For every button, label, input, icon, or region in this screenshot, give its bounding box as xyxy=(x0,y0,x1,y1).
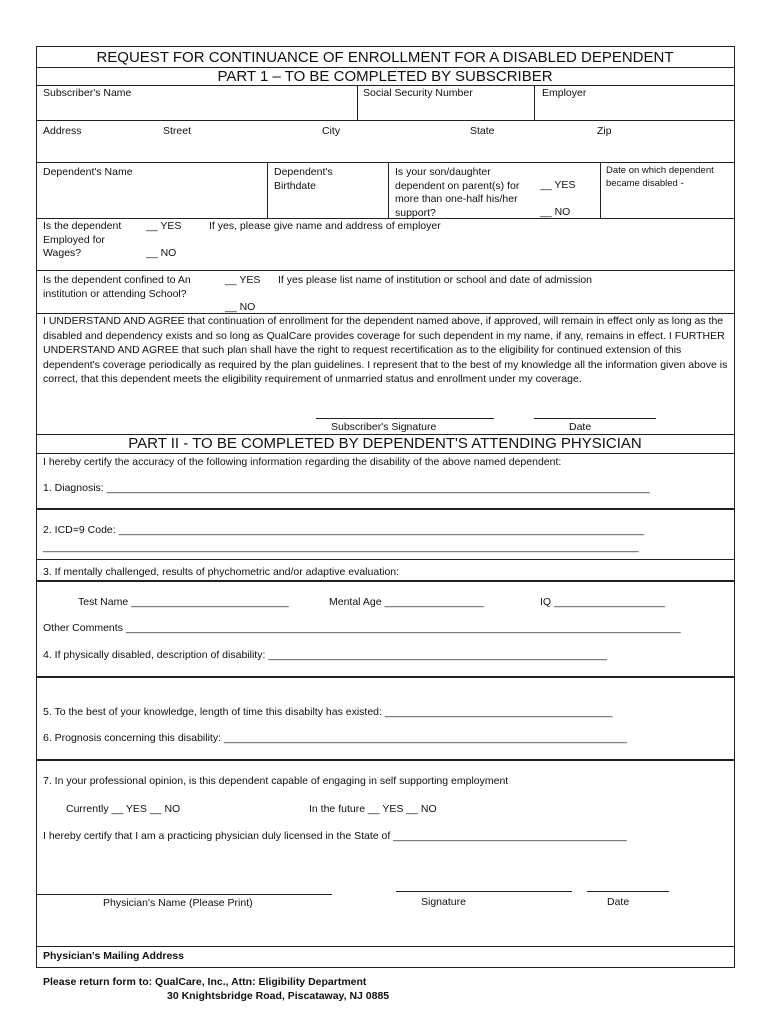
part1-heading: PART 1 – TO BE COMPLETED BY SUBSCRIBER xyxy=(217,68,553,85)
divider xyxy=(36,453,734,454)
diagnosis-field[interactable]: 1. Diagnosis: _____________________________________________________________________________________________ xyxy=(43,482,650,494)
prognosis-field[interactable]: 6. Prognosis concerning this disability: _____________________________________________________________________ xyxy=(43,732,627,744)
subscriber-date-label: Date xyxy=(569,421,592,433)
physician-signature-line xyxy=(396,891,572,892)
dependent-name-label: Dependent's Name xyxy=(43,166,133,178)
divider xyxy=(36,508,734,510)
divider xyxy=(36,85,734,86)
employment-capability-question: 7. In your professional opinion, is this dependent capable of engaging in self supporting employment xyxy=(43,775,509,787)
divider xyxy=(388,162,389,218)
license-state-field[interactable]: I hereby certify that I am a practicing physician duly licensed in the State of ________________________________________ xyxy=(43,830,627,842)
certify-text: I hereby certify the accuracy of the following information regarding the disability of the above named dependent: xyxy=(43,456,562,468)
mailing-address-label: Physician's Mailing Address xyxy=(43,950,184,962)
employed-no[interactable]: __ NO xyxy=(146,247,177,259)
disabled-date-label: Date on which dependent became disabled - xyxy=(606,165,714,189)
institution-instruction: If yes please list name of institution or school and date of admission xyxy=(278,274,593,286)
physician-name-line xyxy=(36,894,332,895)
employed-yes[interactable]: __ YES xyxy=(146,220,182,232)
divider xyxy=(600,162,601,218)
state-label: State xyxy=(470,125,495,137)
currently-options[interactable]: Currently __ YES __ NO xyxy=(66,803,181,815)
mental-evaluation-question: 3. If mentally challenged, results of phychometric and/or adaptive evaluation: xyxy=(43,566,400,578)
other-comments-field[interactable]: Other Comments _______________________________________________________________________________________________ xyxy=(43,622,681,634)
physician-date-line xyxy=(587,891,669,892)
divider xyxy=(357,85,358,120)
divider xyxy=(36,676,734,678)
support-question: Is your son/daughter dependent on parent(s) for more than one-half his/her support? xyxy=(395,166,520,219)
mental-age-field[interactable]: Mental Age _________________ xyxy=(329,596,484,608)
employer-instruction: If yes, please give name and address of employer xyxy=(209,220,441,232)
signature-line xyxy=(316,418,494,419)
return-to-text: Please return form to: QualCare, Inc., Attn: Eligibility Department xyxy=(43,976,367,988)
support-yes[interactable]: __ YES xyxy=(540,179,576,191)
length-of-time-field[interactable]: 5. To the best of your knowledge, length of time this disabilty has existed: _______________________________________ xyxy=(43,706,613,718)
divider xyxy=(36,759,734,761)
future-options[interactable]: In the future __ YES __ NO xyxy=(309,803,437,815)
physician-signature-label: Signature xyxy=(421,896,466,908)
subscriber-signature-label: Subscriber's Signature xyxy=(331,421,437,433)
date-line xyxy=(534,418,656,419)
ssn-label: Social Security Number xyxy=(363,87,473,99)
divider xyxy=(267,162,268,218)
test-name-field[interactable]: Test Name ___________________________ xyxy=(78,596,289,608)
subscriber-name-label: Subscriber's Name xyxy=(43,87,132,99)
divider xyxy=(36,270,734,271)
return-address-text: 30 Knightsbridge Road, Piscataway, NJ 0885 xyxy=(167,990,390,1002)
employer-label: Employer xyxy=(542,87,587,99)
confined-yes[interactable]: __ YES xyxy=(225,274,261,286)
divider xyxy=(36,946,734,947)
street-label: Street xyxy=(163,125,192,137)
address-label: Address xyxy=(43,125,82,137)
icd9-field-line2[interactable]: ______________________________________________________________________________________________________ xyxy=(43,541,639,553)
confined-question: Is the dependent confined to An institution or attending School? xyxy=(43,274,191,300)
employed-question: Is the dependent Employed for Wages? xyxy=(43,220,122,259)
form-title: REQUEST FOR CONTINUANCE OF ENROLLMENT FOR A DISABLED DEPENDENT xyxy=(96,49,674,66)
physician-name-label: Physician's Name (Please Print) xyxy=(103,897,253,909)
divider xyxy=(534,85,535,120)
confined-no[interactable]: __ NO xyxy=(225,301,256,313)
iq-field[interactable]: IQ ___________________ xyxy=(540,596,665,608)
divider xyxy=(36,120,734,121)
part2-heading: PART II - TO BE COMPLETED BY DEPENDENT'S ATTENDING PHYSICIAN xyxy=(128,435,642,452)
divider xyxy=(36,162,734,163)
divider xyxy=(36,218,734,219)
icd9-field[interactable]: 2. ICD=9 Code: __________________________________________________________________________________________ xyxy=(43,524,645,536)
divider xyxy=(36,580,734,582)
physician-date-label: Date xyxy=(607,896,630,908)
divider xyxy=(36,559,734,560)
zip-label: Zip xyxy=(597,125,612,137)
physical-disability-field[interactable]: 4. If physically disabled, description of disability: __________________________________________________________ xyxy=(43,649,607,661)
support-no[interactable]: __ NO xyxy=(540,206,571,218)
city-label: City xyxy=(322,125,341,137)
dependent-birthdate-label: Dependent's Birthdate xyxy=(274,166,333,192)
agreement-text: I UNDERSTAND AND AGREE that continuation of enrollment for the dependent named above, if approved, will remain in effect only as long as the disabled and dependency exists and so long as QualCare provides coverage for such dependent in my name, if any, remains in effect. I FURTHER UNDERSTAND AND AGREE that such plan shall have the right to request recertification as to the eligibility for continued extension of this dependent's coverage periodically as required by the plan guidelines. I represent that to the best of my knowledge all the information given above is correct, that this dependent meets the eligibility requirement of unmarried status and enrollment under my coverage. xyxy=(43,315,728,385)
